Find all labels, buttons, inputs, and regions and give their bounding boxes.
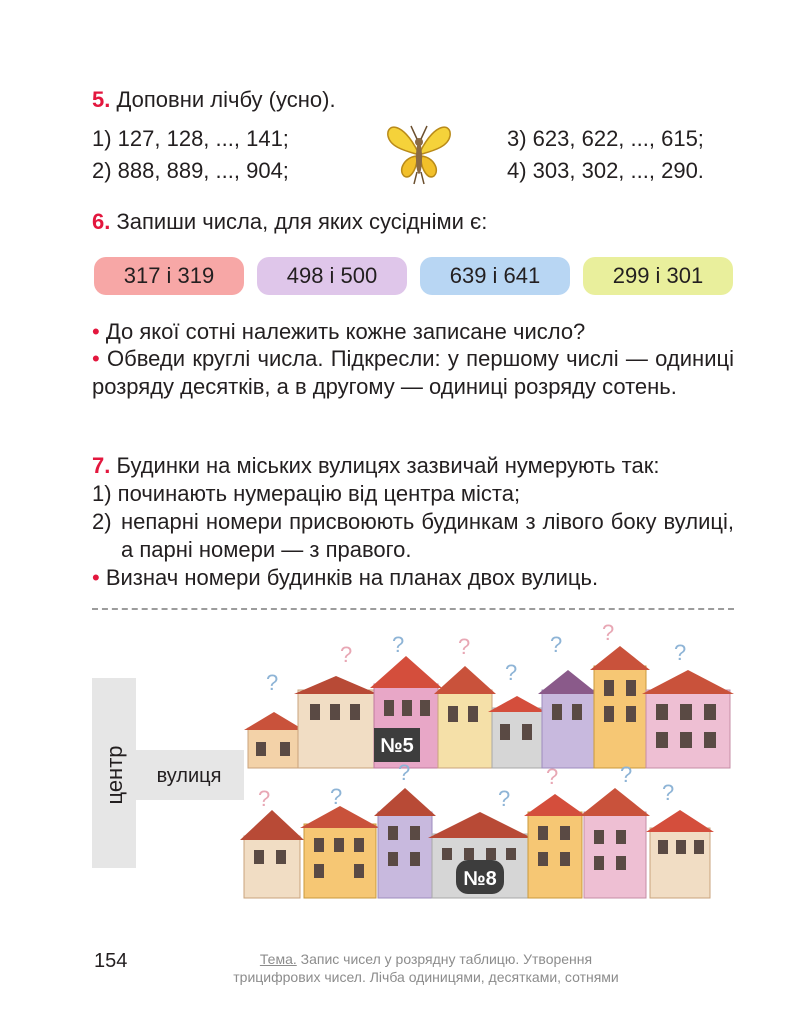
task6-bullet-2-text: Обведи круглі числа. Підкресли: у першому числі — одиниці розряду десятків, а в другому — одиниці розряду сотень. [92, 346, 734, 399]
bullet-icon: • [92, 346, 100, 371]
task5-item-3: 3) 623, 622, ..., 615; [507, 126, 704, 151]
task5-number: 5. [92, 87, 111, 112]
question-mark: ? [662, 780, 675, 805]
question-mark: ? [340, 642, 353, 667]
topic-line-1: Запис чисел у розрядну таблицю. Утворення [300, 951, 593, 967]
task5-item-4: 4) 303, 302, ..., 290. [507, 158, 704, 183]
number-pair-pill: 639 і 641 [420, 257, 570, 295]
task7-title: Будинки на міських вулицях зазвичай нумерують так: [116, 453, 660, 478]
question-mark: ? [546, 764, 559, 789]
topic-label: Тема. [259, 951, 297, 967]
task7-rule-1: 1) починають нумерацію від центра міста; [92, 481, 521, 506]
bullet-icon: • [92, 319, 100, 344]
topic-footer [170, 950, 682, 986]
question-mark: ? [392, 632, 405, 657]
task7-bullet-text: Визнач номери будинків на планах двох вулиць. [105, 565, 599, 590]
topic-line-2: трицифрових чисел. Лічба одиницями, десятками, сотнями [233, 969, 619, 985]
question-mark: ? [458, 634, 471, 659]
number-pair-pill: 317 і 319 [94, 257, 244, 295]
number-pair-pill: 299 і 301 [583, 257, 733, 295]
task6-title: Запиши числа, для яких сусідніми є: [116, 209, 488, 234]
task5-title: Доповни лічбу (усно). [116, 87, 336, 112]
street-label: вулиця [156, 765, 222, 787]
center-label: центр [102, 745, 127, 805]
task5-item-2: 2) 888, 889, ..., 904; [92, 158, 289, 183]
house-number-5: №5 [380, 735, 414, 757]
question-mark: ? [266, 670, 279, 695]
number-pair-pill: 498 і 500 [257, 257, 407, 295]
question-mark: ? [258, 786, 271, 811]
page-number: 154 [94, 950, 128, 972]
question-mark: ? [398, 760, 411, 785]
question-mark: ? [674, 640, 687, 665]
bullet-icon: • [92, 565, 100, 590]
question-mark: ? [550, 632, 563, 657]
task6-number: 6. [92, 209, 111, 234]
task7-rule-2: непарні номери присвоюють будинкам з лівого боку вулиці, а парні номери — з правого. [121, 509, 734, 562]
bottom-row-houses [240, 788, 714, 898]
task6-bullet-1-text: До якої сотні належить кожне записане число? [105, 319, 586, 344]
question-mark: ? [505, 660, 518, 685]
task7-number: 7. [92, 453, 111, 478]
question-mark: ? [330, 784, 343, 809]
top-row-houses [244, 646, 734, 768]
house-number-8: №8 [463, 868, 497, 890]
question-mark: ? [620, 762, 633, 787]
question-mark: ? [602, 620, 615, 645]
task5-item-1: 1) 127, 128, ..., 141; [92, 126, 289, 151]
task7-rule-2-number: 2) [92, 509, 112, 534]
question-mark: ? [498, 786, 511, 811]
